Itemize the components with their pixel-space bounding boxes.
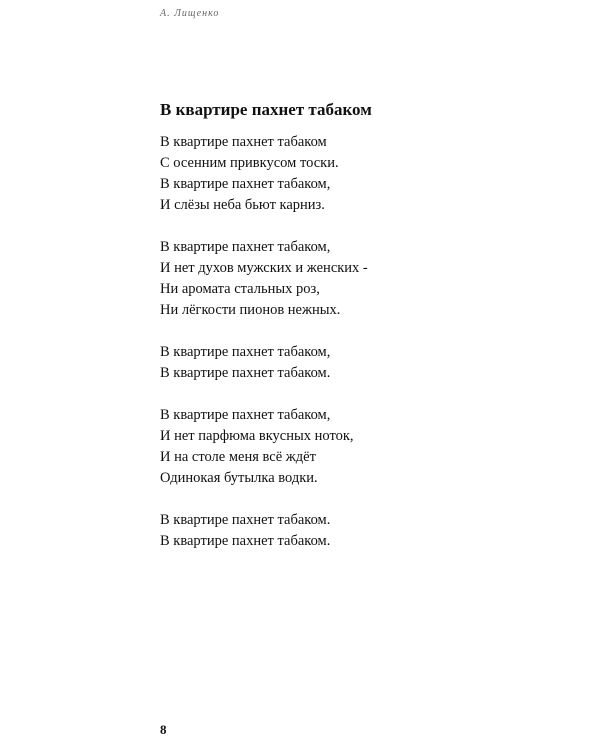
poem-line: Ни лёгкости пионов нежных.: [160, 302, 341, 318]
poem-line: В квартире пахнет табаком,: [160, 176, 331, 192]
poem-line: В квартире пахнет табаком,: [160, 344, 331, 360]
stanza: [160, 510, 460, 552]
poem-title: В квартире пахнет табаком: [160, 100, 372, 119]
poem-line: В квартире пахнет табаком.: [160, 512, 331, 528]
poem-line: Одинокая бутылка водки.: [160, 470, 318, 486]
poem-line: В квартире пахнет табаком.: [160, 365, 331, 381]
poem-line: И нет парфюма вкусных ноток,: [160, 428, 354, 444]
poem-line: В квартире пахнет табаком,: [160, 239, 331, 255]
poem-body: [160, 132, 460, 573]
poem-line: И нет духов мужских и женских -: [160, 260, 368, 276]
poem-line: В квартире пахнет табаком: [160, 134, 327, 150]
poem-line: И слёзы неба бьют карниз.: [160, 197, 325, 213]
poem-line: В квартире пахнет табаком,: [160, 407, 331, 423]
poem-line: В квартире пахнет табаком.: [160, 533, 331, 549]
poem-line: И на столе меня всё ждёт: [160, 449, 316, 465]
running-header: А. Лищенко: [160, 8, 220, 19]
stanza: [160, 237, 460, 321]
stanza: [160, 132, 460, 216]
stanza: [160, 405, 460, 489]
stanza: [160, 342, 460, 384]
poem-line: Ни аромата стальных роз,: [160, 281, 320, 297]
poem-line: С осенним привкусом тоски.: [160, 155, 339, 171]
page-number: 8: [160, 722, 167, 737]
